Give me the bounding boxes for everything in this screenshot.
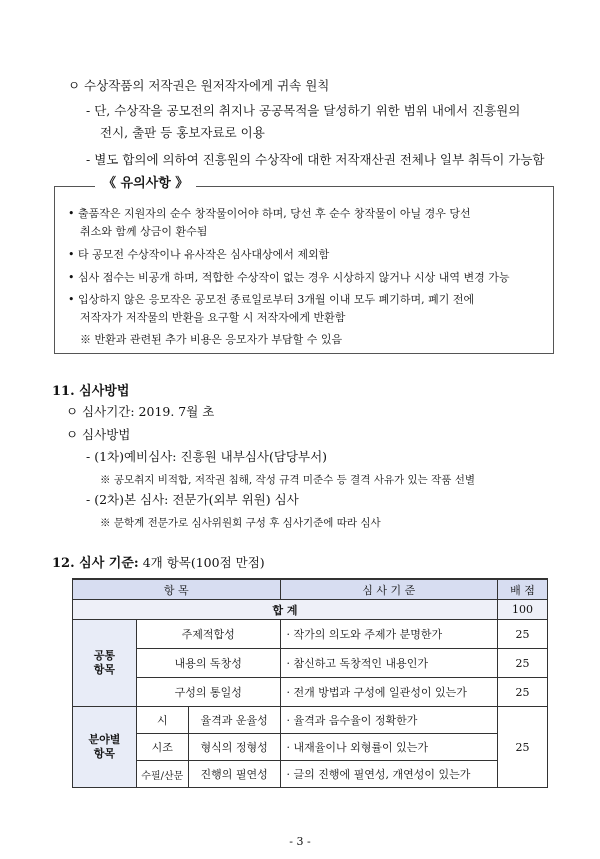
total-score: 100 [498, 600, 548, 620]
section11-first-note: ※ 공모취지 비적합, 저작권 침해, 작성 규격 미준수 등 결격 사유가 있는 작품 선별 [100, 474, 475, 486]
rights-main: ㅇ 수상작품의 저작권은 원저작자에게 귀속 원칙 [68, 78, 330, 93]
common-item: 주제적합성 [136, 620, 280, 649]
notice-item-4: • 입상하지 않은 응모작은 공모전 종료일로부터 3개월 이내 모두 폐기하며, 폐기 전에 [68, 293, 475, 306]
field-criteria: · 내재율이나 외형률이 있는가 [280, 734, 498, 761]
common-score: 25 [498, 678, 548, 707]
section12-title-rest: 4개 항목(100점 만점) [142, 555, 265, 570]
common-group-label: 공통 항목 [73, 620, 137, 707]
table-row [73, 620, 548, 649]
header-criteria: 심 사 기 준 [280, 579, 498, 600]
common-item: 구성의 통일성 [136, 678, 280, 707]
section12-heading [52, 555, 265, 572]
notice-item-4-cont: 저작자가 저작물의 반환을 요구할 시 저작자에게 반환함 [80, 311, 346, 324]
table-total-row [73, 600, 548, 620]
notice-item-5: ※ 반환과 관련된 추가 비용은 응모자가 부담할 수 있음 [80, 333, 343, 346]
header-score: 배 점 [498, 579, 548, 600]
common-criteria: · 전개 방법과 구성에 일관성이 있는가 [280, 678, 498, 707]
field-genre: 수필/산문 [136, 761, 188, 788]
field-group-label: 분야별 항목 [73, 707, 137, 788]
criteria-table [72, 578, 548, 788]
header-item: 항 목 [73, 579, 281, 600]
total-label: 합 계 [73, 600, 498, 620]
table-header-row [73, 579, 548, 600]
table-row [73, 707, 548, 734]
rights-sub1-line1: - 단, 수상작을 공모전의 취지나 공공목적을 달성하기 위한 범위 내에서 진흥원의 [86, 103, 521, 118]
notice-item-1: • 출품작은 지원자의 순수 창작물이어야 하며, 당선 후 순수 창작물이 아닐 경우 당선 [68, 207, 471, 220]
table-row [73, 734, 548, 761]
section11-method: ㅇ 심사방법 [66, 427, 131, 442]
section11-second-note: ※ 문학계 전문가로 심사위원회 구성 후 심사기준에 따라 심사 [100, 517, 381, 529]
common-score: 25 [498, 620, 548, 649]
field-criteria: · 글의 진행에 필연성, 개연성이 있는가 [280, 761, 498, 788]
field-genre: 시조 [136, 734, 188, 761]
section11-period: ㅇ 심사기간: 2019. 7월 초 [66, 404, 215, 419]
field-item: 진행의 필연성 [188, 761, 280, 788]
field-genre: 시 [136, 707, 188, 734]
section12-title: 12. 심사 기준: [52, 556, 139, 571]
field-criteria: · 율격과 음수율이 정확한가 [280, 707, 498, 734]
notice-title: 《 유의사항 》 [95, 176, 196, 192]
table-row [73, 761, 548, 788]
notice-item-2: • 타 공모전 수상작이나 유사작은 심사대상에서 제외함 [68, 248, 330, 261]
section11-title: 11. 심사방법 [52, 384, 130, 399]
field-item: 형식의 정형성 [188, 734, 280, 761]
section11-second: - (2차)본 심사: 전문가(외부 위원) 심사 [86, 492, 299, 507]
field-item: 율격과 운율성 [188, 707, 280, 734]
rights-sub1-line2: 전시, 출판 등 홍보자료로 이용 [100, 125, 265, 140]
common-criteria: · 참신하고 독창적인 내용인가 [280, 649, 498, 678]
common-criteria: · 작가의 의도와 주제가 분명한가 [280, 620, 498, 649]
common-item: 내용의 독창성 [136, 649, 280, 678]
field-score: 25 [498, 707, 548, 788]
page-number: - 3 - [289, 835, 311, 848]
notice-item-3: • 심사 점수는 비공개 하며, 적합한 수상작이 없는 경우 시상하지 않거나 시상 내역 변경 가능 [68, 271, 510, 284]
section11-first: - (1차)예비심사: 진흥원 내부심사(담당부서) [86, 449, 328, 464]
table-row [73, 649, 548, 678]
notice-item-1-cont: 취소와 함께 상금이 환수됨 [80, 225, 208, 238]
table-row [73, 678, 548, 707]
common-score: 25 [498, 649, 548, 678]
rights-sub2: - 별도 합의에 의하여 진흥원의 수상작에 대한 저작재산권 전체나 일부 취득이 가능함 [86, 152, 545, 167]
